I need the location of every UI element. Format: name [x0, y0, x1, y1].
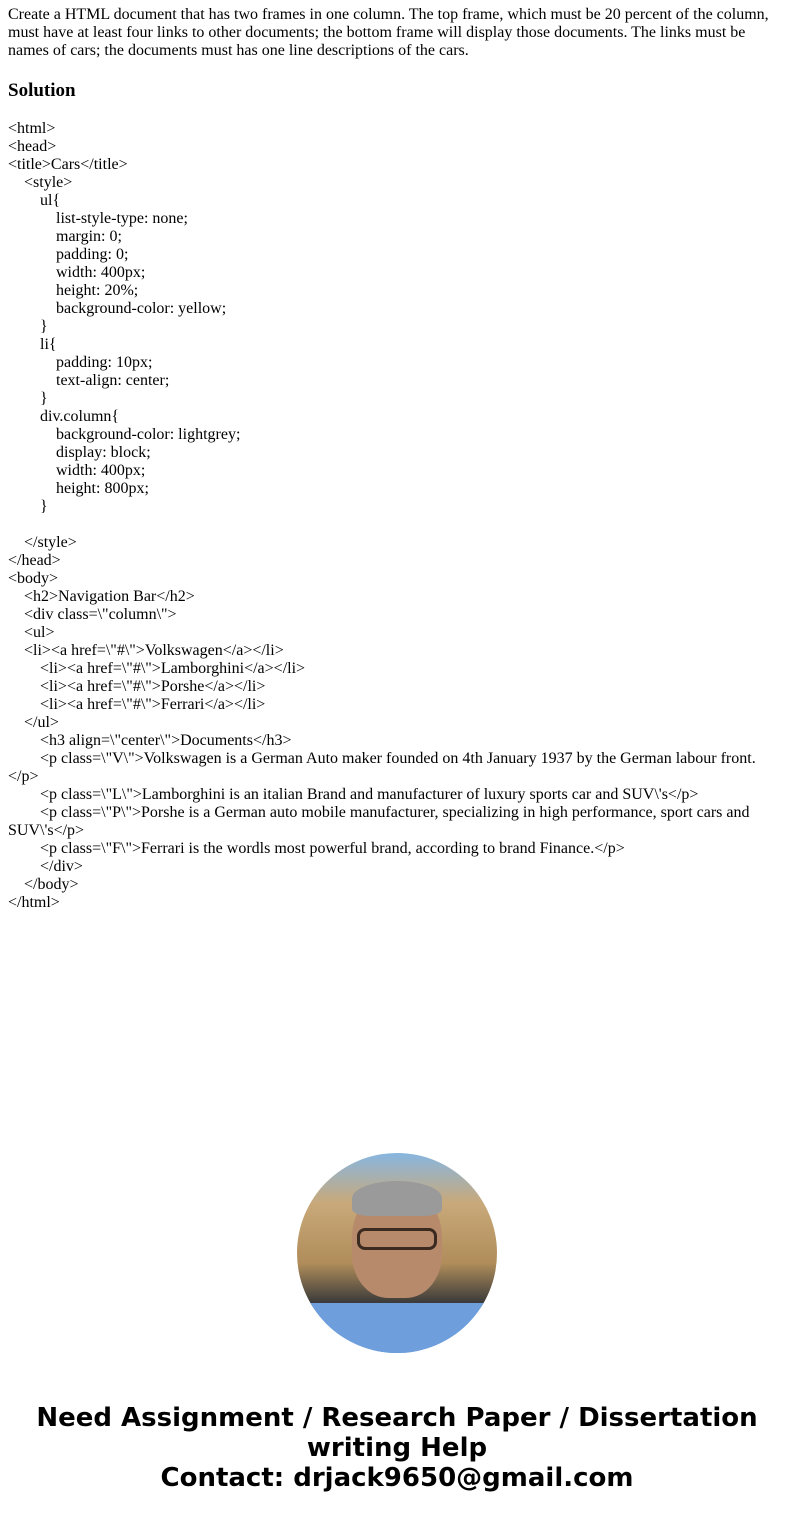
question-text: Create a HTML document that has two frames in one column. The top frame, which must be 20 percent of the column, must have at least four links to other documents; the bottom frame will display those documents. The links must be names of cars; the documents must has one line descriptions of the cars. [8, 6, 769, 59]
code-line: <p class=\"V\">Volkswagen is a German Auto maker founded on 4th January 1937 by the German labour front.</p> [8, 750, 756, 785]
code-line: <p class=\"L\">Lamborghini is an italian Brand and manufacturer of luxury sports car and SUV\'s</p> [40, 786, 699, 803]
code-line: <li><a href=\"#\">Ferrari</a></li> [40, 696, 266, 713]
author-photo [297, 1153, 497, 1353]
code-line: width: 400px; [56, 264, 146, 281]
code-line: </style> [24, 534, 77, 551]
code-line: </div> [40, 858, 83, 875]
code-block [8, 120, 783, 912]
code-line: <li><a href=\"#\">Lamborghini</a></li> [40, 660, 306, 677]
code-line: <title>Cars</title> [8, 156, 128, 173]
code-line: width: 400px; [56, 462, 146, 479]
code-line: ul{ [40, 192, 61, 209]
code-line: <li><a href=\"#\">Volkswagen</a></li> [24, 642, 284, 659]
code-line: <h2>Navigation Bar</h2> [24, 588, 195, 605]
footer-line-help: Need Assignment / Research Paper / Dissertation writing Help [36, 1403, 758, 1463]
code-line: <p class=\"F\">Ferrari is the wordls most powerful brand, according to brand Finance.</p> [40, 840, 625, 857]
code-line: </body> [24, 876, 79, 893]
code-line: <p class=\"P\">Porshe is a German auto mobile manufacturer, specializing in high performance, sport cars and SUV\'s</p> [8, 804, 750, 839]
code-line: <head> [8, 138, 57, 155]
code-line: </html> [8, 894, 60, 911]
code-line: } [40, 498, 48, 515]
code-line: li{ [40, 336, 57, 353]
solution-heading: Solution [8, 80, 76, 101]
code-line: <body> [8, 570, 59, 587]
code-line: <h3 align=\"center\">Documents</h3> [40, 732, 292, 749]
code-line: <div class=\"column\"> [24, 606, 177, 623]
code-line: list-style-type: none; [56, 210, 188, 227]
code-line: </head> [8, 552, 61, 569]
code-line: padding: 0; [56, 246, 129, 263]
code-line: } [40, 390, 48, 407]
code-line: </ul> [24, 714, 59, 731]
code-line: height: 800px; [56, 480, 149, 497]
code-line: text-align: center; [56, 372, 170, 389]
code-line [8, 516, 783, 534]
code-line: } [40, 318, 48, 335]
code-line: margin: 0; [56, 228, 122, 245]
code-line: display: block; [56, 444, 151, 461]
code-line: <ul> [24, 624, 55, 641]
code-line: background-color: lightgrey; [56, 426, 241, 443]
footer-line-contact: Contact: drjack9650@gmail.com [160, 1463, 634, 1493]
code-line: div.column{ [40, 408, 120, 425]
code-line: <style> [24, 174, 73, 191]
code-line: height: 20%; [56, 282, 139, 299]
code-line: background-color: yellow; [56, 300, 227, 317]
code-line: <html> [8, 120, 56, 137]
footer-ad [0, 1403, 794, 1493]
code-line: <li><a href=\"#\">Porshe</a></li> [40, 678, 266, 695]
code-line: padding: 10px; [56, 354, 153, 371]
